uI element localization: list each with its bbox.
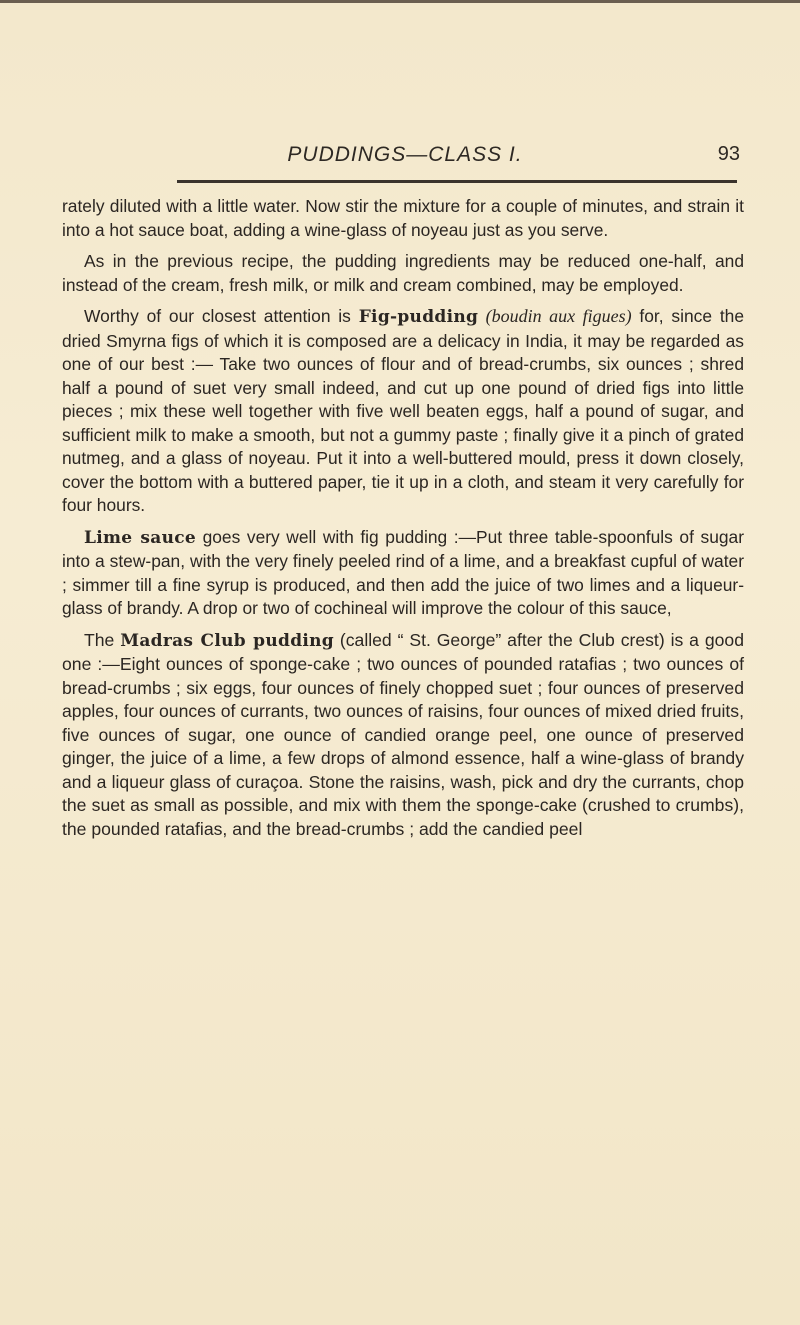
paragraph-madras-club-pudding <box>62 629 744 842</box>
madras-club-pudding-recipe: (called “ St. George” after the Club crest) is a good one :—Eight ounces of sponge-cake ; two ounces of pounded ratafias ; two ounces of bread-crumbs ; six eggs, four ounces of finely chopped suet ; four ounces of preserved apples, four ounces of currants, two ounces of raisins, four ounces of mixed dried fruits, five ounces of sugar, one ounce of candied orange peel, one ounce of preserved ginger, the juice of a lime, a few drops of almond essence, half a wine-glass of brandy and a liqueur glass of curaçoa. Stone the raisins, wash, pick and dry the currants, chop the suet as small as possible, and mix with them the sponge-cake (crushed to crumbs), the pounded ratafias, and the bread-crumbs ; add the candied peel <box>62 629 744 839</box>
fig-pudding-recipe: for, since the dried Smyrna figs of which it is composed are a delicacy in India, it may be regarded as one of our best :— Take two ounces of flour and of bread-crumbs, six ounces ; shred half a pound of suet very small indeed, and cut up one pound of dried figs into little pieces ; mix these well together with five well beaten eggs, half a pound of sugar, and sufficient milk to make a smooth, but not a gummy paste ; finally give it a pinch of grated nutmeg, and a glass of noyeau. Put it into a well-buttered mould, press it down closely, cover the bottom with a buttered paper, tie it up in a cloth, and steam it very carefully for four hours. <box>62 306 744 515</box>
header-rule <box>177 180 737 183</box>
madras-club-pudding-title: Madras Club pudding <box>120 630 334 651</box>
lime-sauce-recipe: goes very well with fig pudding :—Put three table-spoonfuls of sugar into a stew-pan, with the very finely peeled rind of a lime, and a breakfast cupful of water ; simmer till a fine syrup is produced, and then add the juice of two limes and a liqueur-glass of brandy. A drop or two of cochineal will improve the colour of this sauce, <box>62 526 744 618</box>
lime-sauce-title: Lime sauce <box>84 527 196 548</box>
fig-pudding-title: Fig-pudding <box>358 307 479 327</box>
paragraph-reduction-note: As in the previous recipe, the pudding ingredients may be reduced one-half, and instead of the cream, fresh milk, or milk and cream combined, may be employed. <box>62 251 744 295</box>
paragraph-fig-pudding <box>62 305 744 518</box>
paragraph-lime-sauce <box>62 526 744 621</box>
page-number: 93 <box>717 143 740 165</box>
body-text <box>62 195 744 849</box>
madras-intro: The <box>84 629 121 650</box>
page-top-edge <box>0 0 800 3</box>
fig-pudding-intro: Worthy of our closest attention is <box>84 306 359 326</box>
paragraph-continuation: rately diluted with a little water. Now stir the mixture for a couple of minutes, and strain it into a hot sauce boat, adding a wine-glass of noyeau just as you serve. <box>62 196 744 240</box>
page-header <box>70 143 740 173</box>
fig-pudding-french-name: (boudin aux figues) <box>478 306 632 326</box>
running-head: PUDDINGS—CLASS I. <box>287 143 523 166</box>
